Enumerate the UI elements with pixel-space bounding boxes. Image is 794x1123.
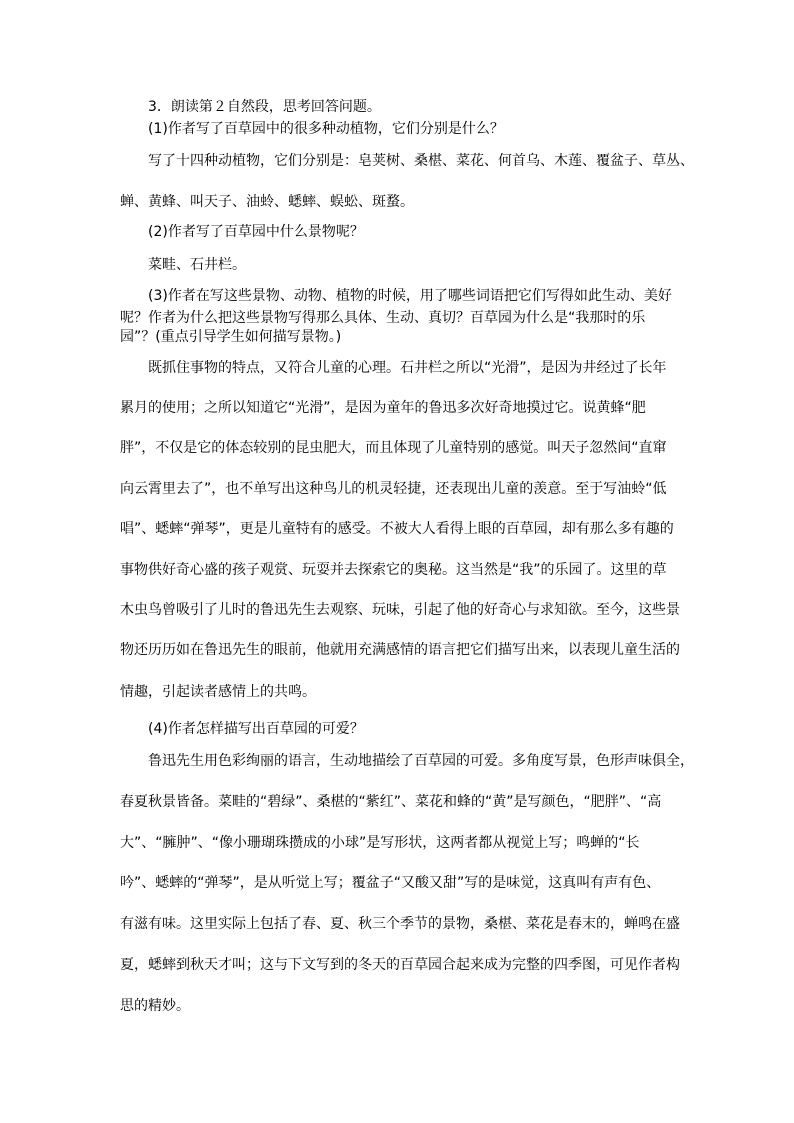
answer-4-line: 吟”、蟋蟀的“弹琴”，是从听觉上写；覆盆子“又酸又甜”写的是味觉，这真叫有声有色、 (120, 875, 661, 891)
answer-3-line: 事物供好奇心盛的孩子观赏、玩耍并去探索它的奥秘。这当然是“我”的乐园了。这里的草 (120, 562, 667, 578)
sub-question-3-line: 呢？作者为什么把这些景物写得那么具体、生动、真切？百草园为什么是“我那时的乐 (120, 310, 646, 326)
sub-question-1: (1)作者写了百草园中的很多种动植物，它们分别是什么？ (148, 121, 504, 137)
answer-3-line: 累月的使用；之所以知道它“光滑”，是因为童年的鲁迅多次好奇地摸过它。说黄蜂“肥 (120, 400, 646, 416)
answer-4-line: 夏，蟋蟀到秋天才叫；这与下文写到的冬天的百草园合起来成为完整的四季图，可见作者构 (120, 957, 680, 973)
answer-3-line: 既抓住事物的特点，又符合儿童的心理。石井栏之所以“光滑”，是因为井经过了长年 (148, 360, 667, 376)
answer-3-line: 胖”，不仅是它的体态较别的昆虫肥大，而且体现了儿童特别的感觉。叫天子忽然间“直窜 (120, 440, 667, 456)
answer-3-line: 向云霄里去了”，也不单写出这种鸟儿的机灵轻捷，还表现出儿童的羡意。至于写油蛉“低 (120, 481, 667, 497)
sub-question-3-line: 园”？(重点引导学生如何描写景物。) (120, 329, 342, 345)
answer-3-line: 木虫鸟曾吸引了儿时的鲁迅先生去观察、玩味，引起了他的好奇心与求知欲。至今，这些景 (120, 602, 680, 618)
answer-3-line: 情趣，引起读者感情上的共鸣。 (120, 684, 316, 700)
sub-question-2: (2)作者写了百草园中什么景物呢？ (148, 224, 364, 240)
sub-question-3-line: (3)作者在写这些景物、动物、植物的时候，用了哪些词语把它们写得如此生动、美好 (148, 288, 672, 304)
question-3-heading: 3．朗读第２自然段，思考回答问题。 (148, 99, 381, 115)
answer-4-line: 春夏秋景皆备。菜畦的“碧绿”、桑椹的“紫红”、菜花和蜂的“黄”是写颜色，“肥胖”、“高 (120, 794, 662, 810)
answer-2-line: 菜畦、石井栏。 (148, 257, 246, 273)
answer-4-line: 思的精妙。 (120, 998, 190, 1014)
answer-3-line: 唱”、蟋蟀“弹琴”，更是儿童特有的感受。不被大人看得上眼的百草园，却有那么多有趣的 (120, 521, 674, 537)
answer-3-line: 物还历历如在鲁迅先生的眼前，他就用充满感情的语言把它们描写出来，以表现儿童生活的 (120, 642, 680, 658)
answer-1-line: 蝉、黄蜂、叫天子、油蛉、蟋蟀、蜈蚣、斑蝥。 (120, 194, 414, 210)
answer-4-line: 有滋有味。这里实际上包括了春、夏、秋三个季节的景物，桑椹、菜花是春末的，蝉鸣在盛 (120, 916, 680, 932)
sub-question-4: (4)作者怎样描写出百草园的可爱？ (148, 721, 364, 737)
answer-4-line: 大”、“臃肿”、“像小珊瑚珠攒成的小球”是写形状，这两者都从视觉上写；鸣蝉的“长 (120, 835, 640, 851)
answer-1-line: 写了十四种动植物，它们分别是：皂荚树、桑椹、菜花、何首乌、木莲、覆盆子、草丛、 (148, 153, 694, 169)
answer-4-line: 鲁迅先生用色彩绚丽的语言，生动地描绘了百草园的可爱。多角度写景，色形声味俱全， (148, 753, 694, 769)
